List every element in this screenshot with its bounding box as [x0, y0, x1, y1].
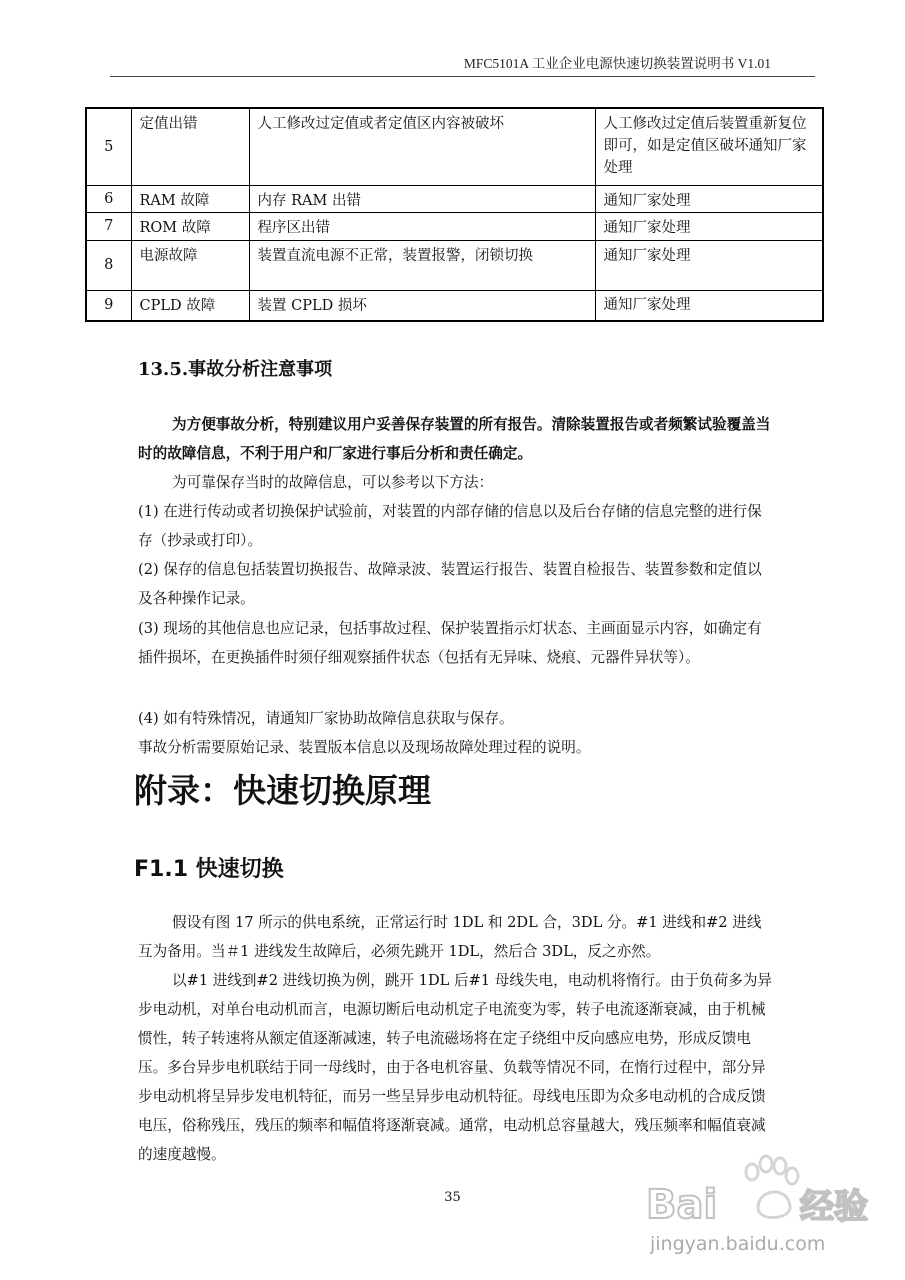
- fault-name: ROM 故障: [131, 212, 249, 240]
- watermark-url: jingyan.baidu.com: [650, 1233, 826, 1255]
- table-row: [86, 290, 823, 321]
- fault-name: 电源故障: [131, 240, 249, 290]
- baidu-jingyan-watermark: [640, 1150, 880, 1260]
- row-number: 7: [86, 212, 131, 240]
- bold-paragraph: 为方便事故分析，特别建议用户妥善保存装置的所有报告。清除装置报告或者频繁试验覆盖当时的故障信息，不利于用户和厂家进行事后分析和责任确定。: [138, 416, 771, 462]
- fault-cause: 程序区出错: [249, 212, 595, 240]
- fault-table: [85, 107, 824, 322]
- table-row: [86, 212, 823, 240]
- page-number: 35: [444, 1190, 461, 1205]
- intro-paragraph: 为可靠保存当时的故障信息，可以参考以下方法：: [172, 474, 494, 491]
- list-item: (3) 现场的其他信息也应记录，包括事故过程、保护装置指示灯状态、主画面显示内容，如确定有插件损坏，在更换插件时须仔细观察插件状态（包括有无异味、烧痕、元器件异状等）。: [138, 620, 762, 666]
- appendix-title: 附录：快速切换原理: [134, 771, 431, 810]
- fault-action: 通知厂家处理: [595, 240, 823, 290]
- fault-cause: 人工修改过定值或者定值区内容被破坏: [249, 108, 595, 185]
- table-row: [86, 185, 823, 212]
- section-title: 13.5.事故分析注意事项: [138, 359, 333, 380]
- fault-name: 定值出错: [131, 108, 249, 185]
- list-item: (1) 在进行传动或者切换保护试验前，对装置的内部存储的信息以及后台存储的信息完整的进行保存（抄录或打印）。: [138, 503, 762, 549]
- fault-cause: 装置直流电源不正常，装置报警，闭锁切换: [249, 240, 595, 290]
- fault-action: 通知厂家处理: [595, 290, 823, 321]
- table-row: [86, 108, 823, 185]
- watermark-brand2: 经验: [800, 1187, 868, 1227]
- row-number: 9: [86, 290, 131, 321]
- watermark-brand: Bai: [646, 1182, 718, 1228]
- body-paragraph: 假设有图 17 所示的供电系统，正常运行时 1DL 和 2DL 合，3DL 分。#1 进线和#2 进线互为备用。当＃1 进线发生故障后，必须先跳开 1DL，然后合 3DL，反之亦然。: [138, 914, 762, 960]
- fault-name: RAM 故障: [131, 185, 249, 212]
- page-header: MFC5101A 工业企业电源快速切换装置说明书 V1.01: [463, 56, 771, 71]
- fault-action: 通知厂家处理: [595, 212, 823, 240]
- row-number: 6: [86, 185, 131, 212]
- fault-name: CPLD 故障: [131, 290, 249, 321]
- row-number: 5: [86, 108, 131, 185]
- fault-cause: 装置 CPLD 损坏: [249, 290, 595, 321]
- table-row: [86, 240, 823, 290]
- fault-action: 人工修改过定值后装置重新复位即可，如是定值区破坏通知厂家处理: [595, 108, 823, 185]
- list-item: (2) 保存的信息包括装置切换报告、故障录波、装置运行报告、装置自检报告、装置参数和定值以及各种操作记录。: [138, 561, 762, 607]
- fault-action: 通知厂家处理: [595, 185, 823, 212]
- row-number: 8: [86, 240, 131, 290]
- closing-paragraph: 事故分析需要原始记录、装置版本信息以及现场故障处理过程的说明。: [138, 739, 591, 756]
- body-paragraph: 以#1 进线到#2 进线切换为例，跳开 1DL 后#1 母线失电，电动机将惰行。由于负荷多为异步电动机，对单台电动机而言，电源切断后电动机定子电流变为零，转子电流逐渐衰减，由于机械惯性，转子转速将从额定值逐渐减速，转子电流磁场将在定子绕组中反向感应电势，形成反馈电压。多台异步电机联结于同一母线时，由于各电机容量、负载等情况不同，在惰行过程中，部分异步电动机将呈异步发电机特征，而另一些呈异步电动机特征。母线电压即为众多电动机的合成反馈电压，俗称残压，残压的频率和幅值将逐渐衰减。通常，电动机总容量越大，残压频率和幅值衰减的速度越慢。: [138, 972, 773, 1163]
- list-item: (4) 如有特殊情况，请通知厂家协助故障信息获取与保存。: [138, 710, 514, 727]
- subsection-title: F1.1 快速切换: [134, 857, 284, 882]
- fault-cause: 内存 RAM 出错: [249, 185, 595, 212]
- header-rule: [110, 76, 815, 77]
